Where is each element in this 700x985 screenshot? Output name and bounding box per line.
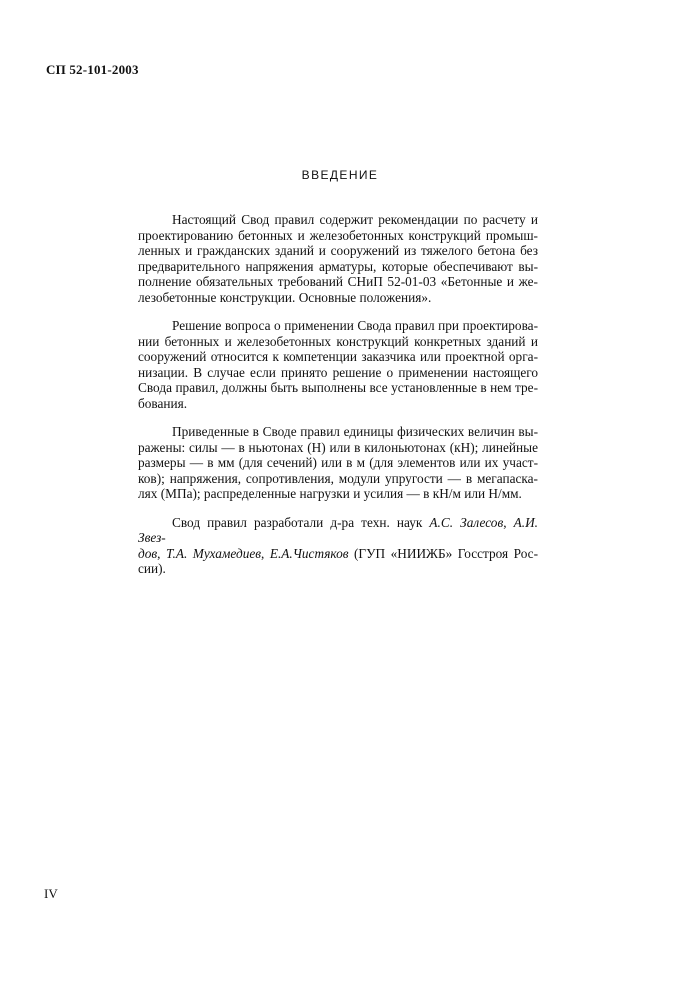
- author-name: А.И. Звез-: [138, 514, 538, 545]
- separator: ,: [261, 545, 270, 561]
- text-line: [138, 546, 538, 562]
- text-line: ленных и гражданских зданий и сооружений из тяжелого бетона без: [138, 243, 538, 258]
- introduction-body: [138, 212, 538, 590]
- text-line: предварительного напряжения арматуры, которые обеспечивают вы-: [138, 258, 538, 274]
- section-title: ВВЕДЕНИЕ: [301, 168, 379, 182]
- text-line: ражены: силы — в ньютонах (Н) или в килоньютонах (кН); линейные: [138, 439, 538, 455]
- text-line: низации. В случае если принято решение о применении настоящего: [138, 364, 538, 380]
- text-line: лезобетонные конструкции. Основные положения».: [138, 289, 432, 305]
- paragraph-application: [138, 318, 538, 411]
- text-line: нии бетонных и железобетонных конструкций конкретных зданий и: [138, 333, 538, 349]
- paragraph-scope: [138, 212, 538, 305]
- paragraph-authors: [138, 515, 538, 577]
- text-line: Приведенные в Своде правил единицы физических величин вы-: [172, 424, 538, 439]
- organization: (ГУП «НИИЖБ» Госстроя Рос-: [348, 545, 539, 561]
- text-line: проектированию бетонных и железобетонных конструкций промыш-: [138, 227, 538, 243]
- author-name: дов: [138, 545, 158, 561]
- authors-intro: Свод правил разработали д-ра техн. наук: [172, 514, 430, 530]
- paragraph-units: [138, 424, 538, 502]
- text-line: [138, 515, 538, 546]
- text-line: полнение обязательных требований СНиП 52-01-03 «Бетонные и же-: [138, 274, 538, 289]
- text-line: сооружений относится к компетенции заказчика или проектной орга-: [138, 349, 538, 364]
- separator: ,: [157, 545, 166, 561]
- text-line: сии).: [138, 561, 166, 576]
- author-name: А.С. Залесов: [429, 514, 504, 530]
- author-name: Т.А. Мухамедиев: [165, 545, 262, 561]
- text-line: размеры — в мм (для сечений) или в м (для элементов или их участ-: [138, 455, 538, 470]
- text-line: Свода правил, должны быть выполнены все установленные в нем тре-: [138, 380, 538, 395]
- separator: ,: [503, 514, 514, 530]
- text-line: бования.: [138, 395, 188, 411]
- text-line: ков); напряжения, сопротивления, модули упругости — в мегапаска-: [138, 470, 538, 486]
- document-code: СП 52-101-2003: [46, 62, 139, 77]
- text-line: Настоящий Свод правил содержит рекомендации по расчету и: [172, 212, 538, 227]
- text-line: лях (МПа); распределенные нагрузки и усилия — в кН/м или Н/мм.: [138, 486, 522, 501]
- text-line: Решение вопроса о применении Свода правил при проектирова-: [172, 318, 538, 333]
- page-number: IV: [44, 886, 58, 901]
- author-name: Е.А.Чистяков: [269, 545, 349, 561]
